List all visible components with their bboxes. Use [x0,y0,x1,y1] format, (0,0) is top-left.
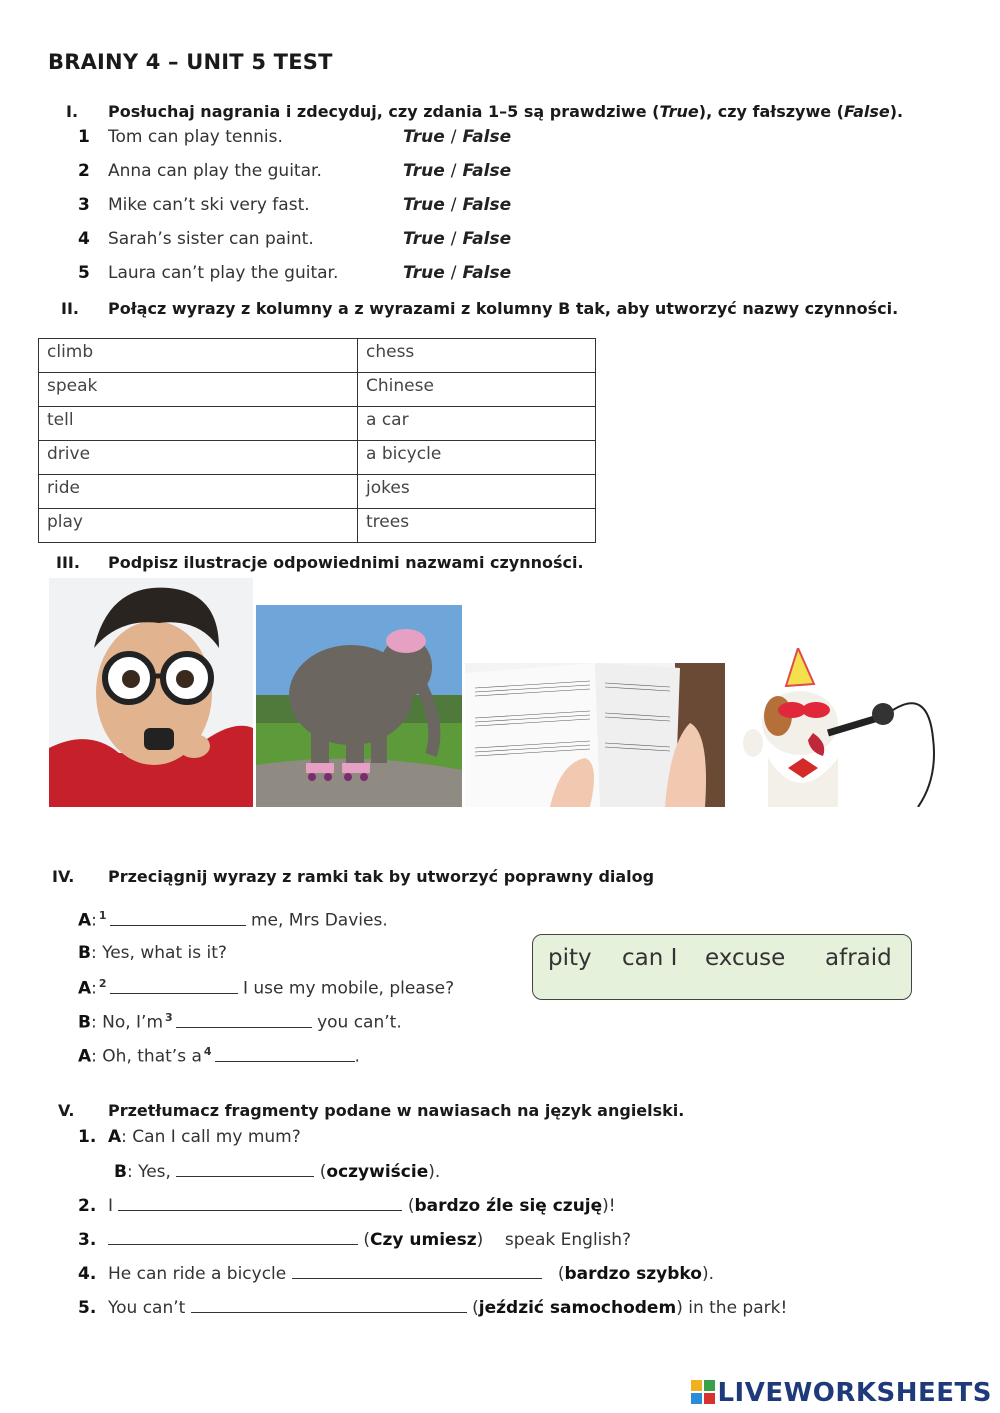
section-1-instruction: Posłuchaj nagrania i zdecyduj, czy zdania 1–5 są prawdziwe (True), czy fałszywe (False). [108,102,904,121]
column-a-cell[interactable]: tell [39,407,358,441]
column-b-cell[interactable]: a bicycle [358,441,596,475]
liveworksheets-logo-icon [691,1380,715,1404]
true-false-choice[interactable]: True / False [403,195,512,215]
word-chip[interactable]: pity [548,945,592,971]
false-word: False [843,102,890,121]
section-2-number: II. [61,299,79,318]
answer-input[interactable] [176,1161,314,1177]
statement-row: 3 Mike can’t ski very fast. [78,195,310,215]
answer-input[interactable] [108,1229,358,1245]
true-word: True [659,102,699,121]
section-2-instruction: Połącz wyrazy z kolumny a z wyrazami z kolumny B tak, aby utworzyć nazwy czynności. [108,299,899,318]
section-5-number: V. [58,1101,75,1120]
answer-input[interactable] [292,1263,542,1279]
whistle-man-image [49,578,253,807]
elephant-rollerskates-image [256,605,462,807]
gap-2-input[interactable] [110,978,238,994]
answer-input[interactable] [118,1195,402,1211]
true-false-choice[interactable]: True / False [403,263,512,283]
statement-row: 2 Anna can play the guitar. [78,161,322,181]
word-chip[interactable]: can I [622,945,678,971]
dialog-line: A: Oh, that’s a $^4$ . [78,1045,360,1067]
gap-1-input[interactable] [110,910,246,926]
statement-row: 1 Tom can play tennis. [78,127,283,147]
translation-item: 1. A: Can I call my mum? [78,1127,301,1147]
column-b-cell[interactable]: chess [358,339,596,373]
translation-item: 4. He can ride a bicycle (bardzo szybko). [78,1264,715,1284]
dialog-line: B: No, I’m $^3$ you can’t. [78,1011,402,1033]
answer-input[interactable] [191,1297,467,1313]
true-false-choice[interactable]: True / False [403,161,512,181]
column-a-cell[interactable]: drive [39,441,358,475]
translation-item: 5. You can’t (jeździć samochodem) in the park! [78,1298,788,1318]
translation-item: 2. I (bardzo źle się czuję)! [78,1196,616,1216]
column-a-cell[interactable]: play [39,509,358,543]
table-row [39,373,596,407]
word-chip[interactable]: excuse [705,945,786,971]
column-b-cell[interactable]: a car [358,407,596,441]
liveworksheets-logo: LIVEWORKSHEETS [691,1378,992,1408]
column-b-cell[interactable]: trees [358,509,596,543]
word-chip[interactable]: afraid [825,945,892,971]
singing-dog-image [728,648,940,807]
column-a-cell[interactable]: climb [39,339,358,373]
table-row [39,509,596,543]
word-bank [532,934,912,1000]
section-4-instruction: Przeciągnij wyrazy z ramki tak by utworzyć poprawny dialog [108,867,655,886]
true-false-choice[interactable]: True / False [403,229,512,249]
statement-row: 5 Laura can’t play the guitar. [78,263,339,283]
column-a-cell[interactable]: speak [39,373,358,407]
dialog-line: A: $^2$ I use my mobile, please? [78,977,455,999]
section-3-number: III. [56,553,80,572]
table-row [39,441,596,475]
section-3-instruction: Podpisz ilustracje odpowiednimi nazwami czynności. [108,553,584,572]
page-title: BRAINY 4 – UNIT 5 TEST [48,50,333,74]
translation-item: B: Yes, (oczywiście). [114,1162,441,1182]
matching-table [38,338,596,543]
column-b-cell[interactable]: Chinese [358,373,596,407]
gap-3-input[interactable] [176,1012,312,1028]
section-5-instruction: Przetłumacz fragmenty podane w nawiasach na język angielski. [108,1101,685,1120]
table-row [39,475,596,509]
column-a-cell[interactable]: ride [39,475,358,509]
sheet-music-image [465,663,725,807]
column-b-cell[interactable]: jokes [358,475,596,509]
table-row [39,407,596,441]
statement-row: 4 Sarah’s sister can paint. [78,229,314,249]
gap-4-input[interactable] [215,1046,355,1062]
translation-item: 3. (Czy umiesz) speak English? [78,1230,632,1250]
dialog-line: A: $^1$ me, Mrs Davies. [78,909,388,931]
table-row [39,339,596,373]
true-false-choice[interactable]: True / False [403,127,512,147]
dialog-line: B: Yes, what is it? [78,943,227,963]
section-1-number: I. [66,102,79,121]
section-4-number: IV. [52,867,75,886]
